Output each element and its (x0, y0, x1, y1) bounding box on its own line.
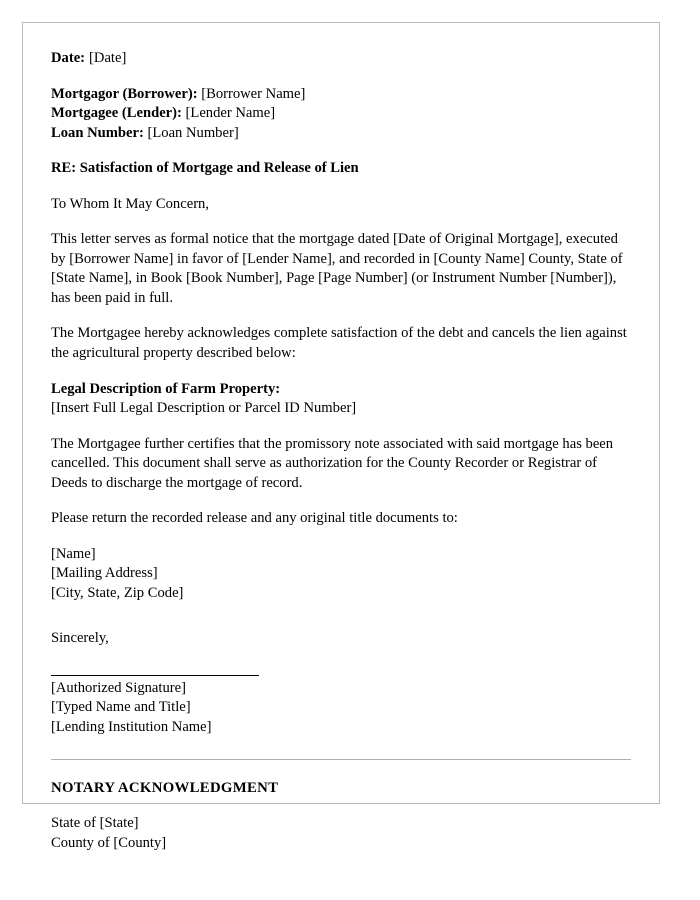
paragraph-two: The Mortgagee hereby acknowledges complete satisfaction of the debt and cancels the lien against the agricultural property described below: (51, 325, 627, 361)
legal-description-block (51, 380, 631, 419)
typed-name-title: [Typed Name and Title] (51, 699, 191, 716)
return-address-line: [Mailing Address] (51, 565, 158, 582)
party-row (51, 124, 631, 144)
re-line: RE: Satisfaction of Mortgage and Release of Lien (51, 160, 359, 176)
loan-number-value: [Loan Number] (147, 124, 239, 141)
mortgagor-value: [Borrower Name] (201, 85, 306, 102)
closing: Sincerely, (51, 630, 109, 647)
signature-line (51, 675, 259, 676)
section-divider (51, 759, 631, 760)
lending-institution-name: [Lending Institution Name] (51, 718, 212, 735)
notary-acknowledgment-title: NOTARY ACKNOWLEDGMENT (51, 780, 279, 797)
parties-block (51, 85, 631, 144)
return-address-block (51, 545, 631, 604)
letter-body (23, 23, 659, 853)
mortgagor-label: Mortgagor (Borrower): (51, 85, 198, 102)
paragraph-four: Please return the recorded release and any original title documents to: (51, 510, 458, 527)
party-row (51, 104, 631, 124)
return-address-line: [City, State, Zip Code] (51, 584, 184, 601)
legal-description-heading: Legal Description of Farm Property: (51, 380, 281, 397)
mortgagee-value: [Lender Name] (185, 105, 276, 121)
notary-county-line: County of [County] (51, 834, 167, 851)
loan-number-label: Loan Number: (51, 124, 144, 141)
signature-line-text: [Authorized Signature] (51, 679, 186, 696)
closing-spacer (51, 619, 631, 629)
date-value: [Date] (89, 50, 127, 66)
letter-sheet (22, 22, 660, 851)
salutation: To Whom It May Concern, (51, 195, 209, 212)
date-row (51, 49, 631, 69)
notary-block (51, 814, 631, 853)
signature-block (51, 679, 631, 738)
notary-state-line: State of [State] (51, 815, 139, 832)
paragraph-one: This letter serves as formal notice that the mortgage dated [Date of Original Mortgage], executed by [Borrower Name] in favor of [Lender Name], and recorded in [County Name] County, State of [State Name], in Book [Book Number], Page [Page Number] (or Instrument Number [Number]), has been paid in full. (51, 231, 623, 306)
legal-description-value: [Insert Full Legal Description or Parcel ID Number] (51, 400, 357, 417)
party-row (51, 85, 631, 105)
mortgagee-label: Mortgagee (Lender): (51, 105, 182, 121)
paragraph-three: The Mortgagee further certifies that the promissory note associated with said mortgage has been cancelled. This document shall serve as authorization for the County Recorder or Registrar of Deeds to discharge the mortgage of record. (51, 435, 614, 491)
date-label: Date: (51, 50, 86, 66)
return-address-line: [Name] (51, 545, 96, 562)
